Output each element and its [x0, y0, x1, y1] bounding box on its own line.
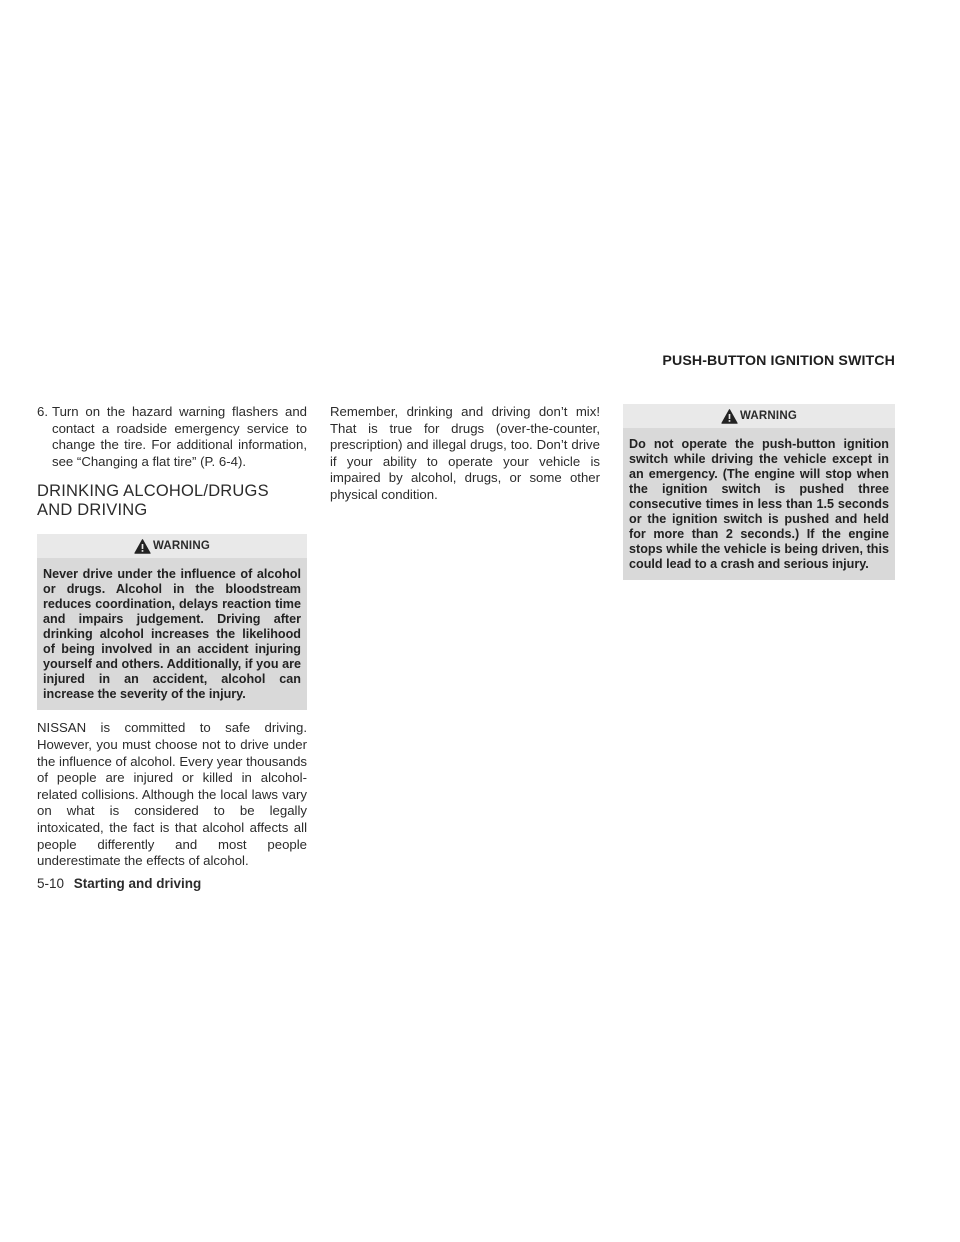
warning-title: WARNING: [153, 540, 210, 553]
warning-triangle-icon: [134, 539, 151, 554]
warning-header: [37, 534, 307, 558]
footer-section-name: Starting and driving: [73, 876, 202, 891]
warning-box-ignition: [623, 404, 895, 580]
right-column: [623, 352, 895, 590]
body-paragraph-remember: Remember, drinking and driving don’t mix! That is true for drugs (over-the-counter, prescription) and illegal drugs, too. Don’t drive if your ability to operate your vehicle is impaired by alcohol, drugs, or some other physical condition.: [330, 404, 600, 502]
page-number: 5-10: [37, 876, 65, 891]
warning-triangle-icon: [721, 409, 738, 424]
list-item: [37, 404, 307, 470]
section-heading-drinking: DRINKING ALCOHOL/DRUGS AND DRIVING: [37, 482, 269, 520]
left-column: [37, 404, 307, 870]
warning-header: [623, 404, 895, 428]
warning-text: Never drive under the influence of alcohol or drugs. Alcohol in the bloodstream reduces coordination, delays reaction time and impairs judgement. Driving after drinking alcohol increases the likelihood of being involved in an accident injuring yourself and others. Additionally, if you are injured in an accident, alcohol can increase the severity of the injury.: [43, 567, 301, 702]
warning-text: Do not operate the push-button ignition switch while driving the vehicle except in an emergency. (The engine will stop when the ignition switch is pushed three consecutive times in less than 1.5 seconds or the ignition switch is pushed and held for more than 2 seconds.) If the engine stops while the vehicle is being driven, this could lead to a crash and serious injury.: [629, 437, 889, 571]
list-item-number: 6.: [37, 404, 48, 419]
warning-box-alcohol: [37, 534, 307, 710]
middle-column: [330, 404, 600, 504]
body-paragraph-nissan: NISSAN is committed to safe driving. However, you must choose not to drive under the influence of alcohol. Every year thousands of people are injured or killed in alcohol-related collisions. Although the local laws vary on what is considered to be legally intoxicated, the fact is that alcohol affects all people differently and most people underestimate the effects of alcohol.: [37, 720, 307, 869]
warning-title: WARNING: [740, 409, 797, 422]
section-heading-ignition: PUSH-BUTTON IGNITION SWITCH: [662, 353, 895, 369]
list-item-text: Turn on the hazard warning flashers and contact a roadside emergency service to change the tire. For additional information, see “Changing a flat tire” (P. 6-4).: [52, 404, 307, 469]
page-footer: [37, 876, 201, 891]
